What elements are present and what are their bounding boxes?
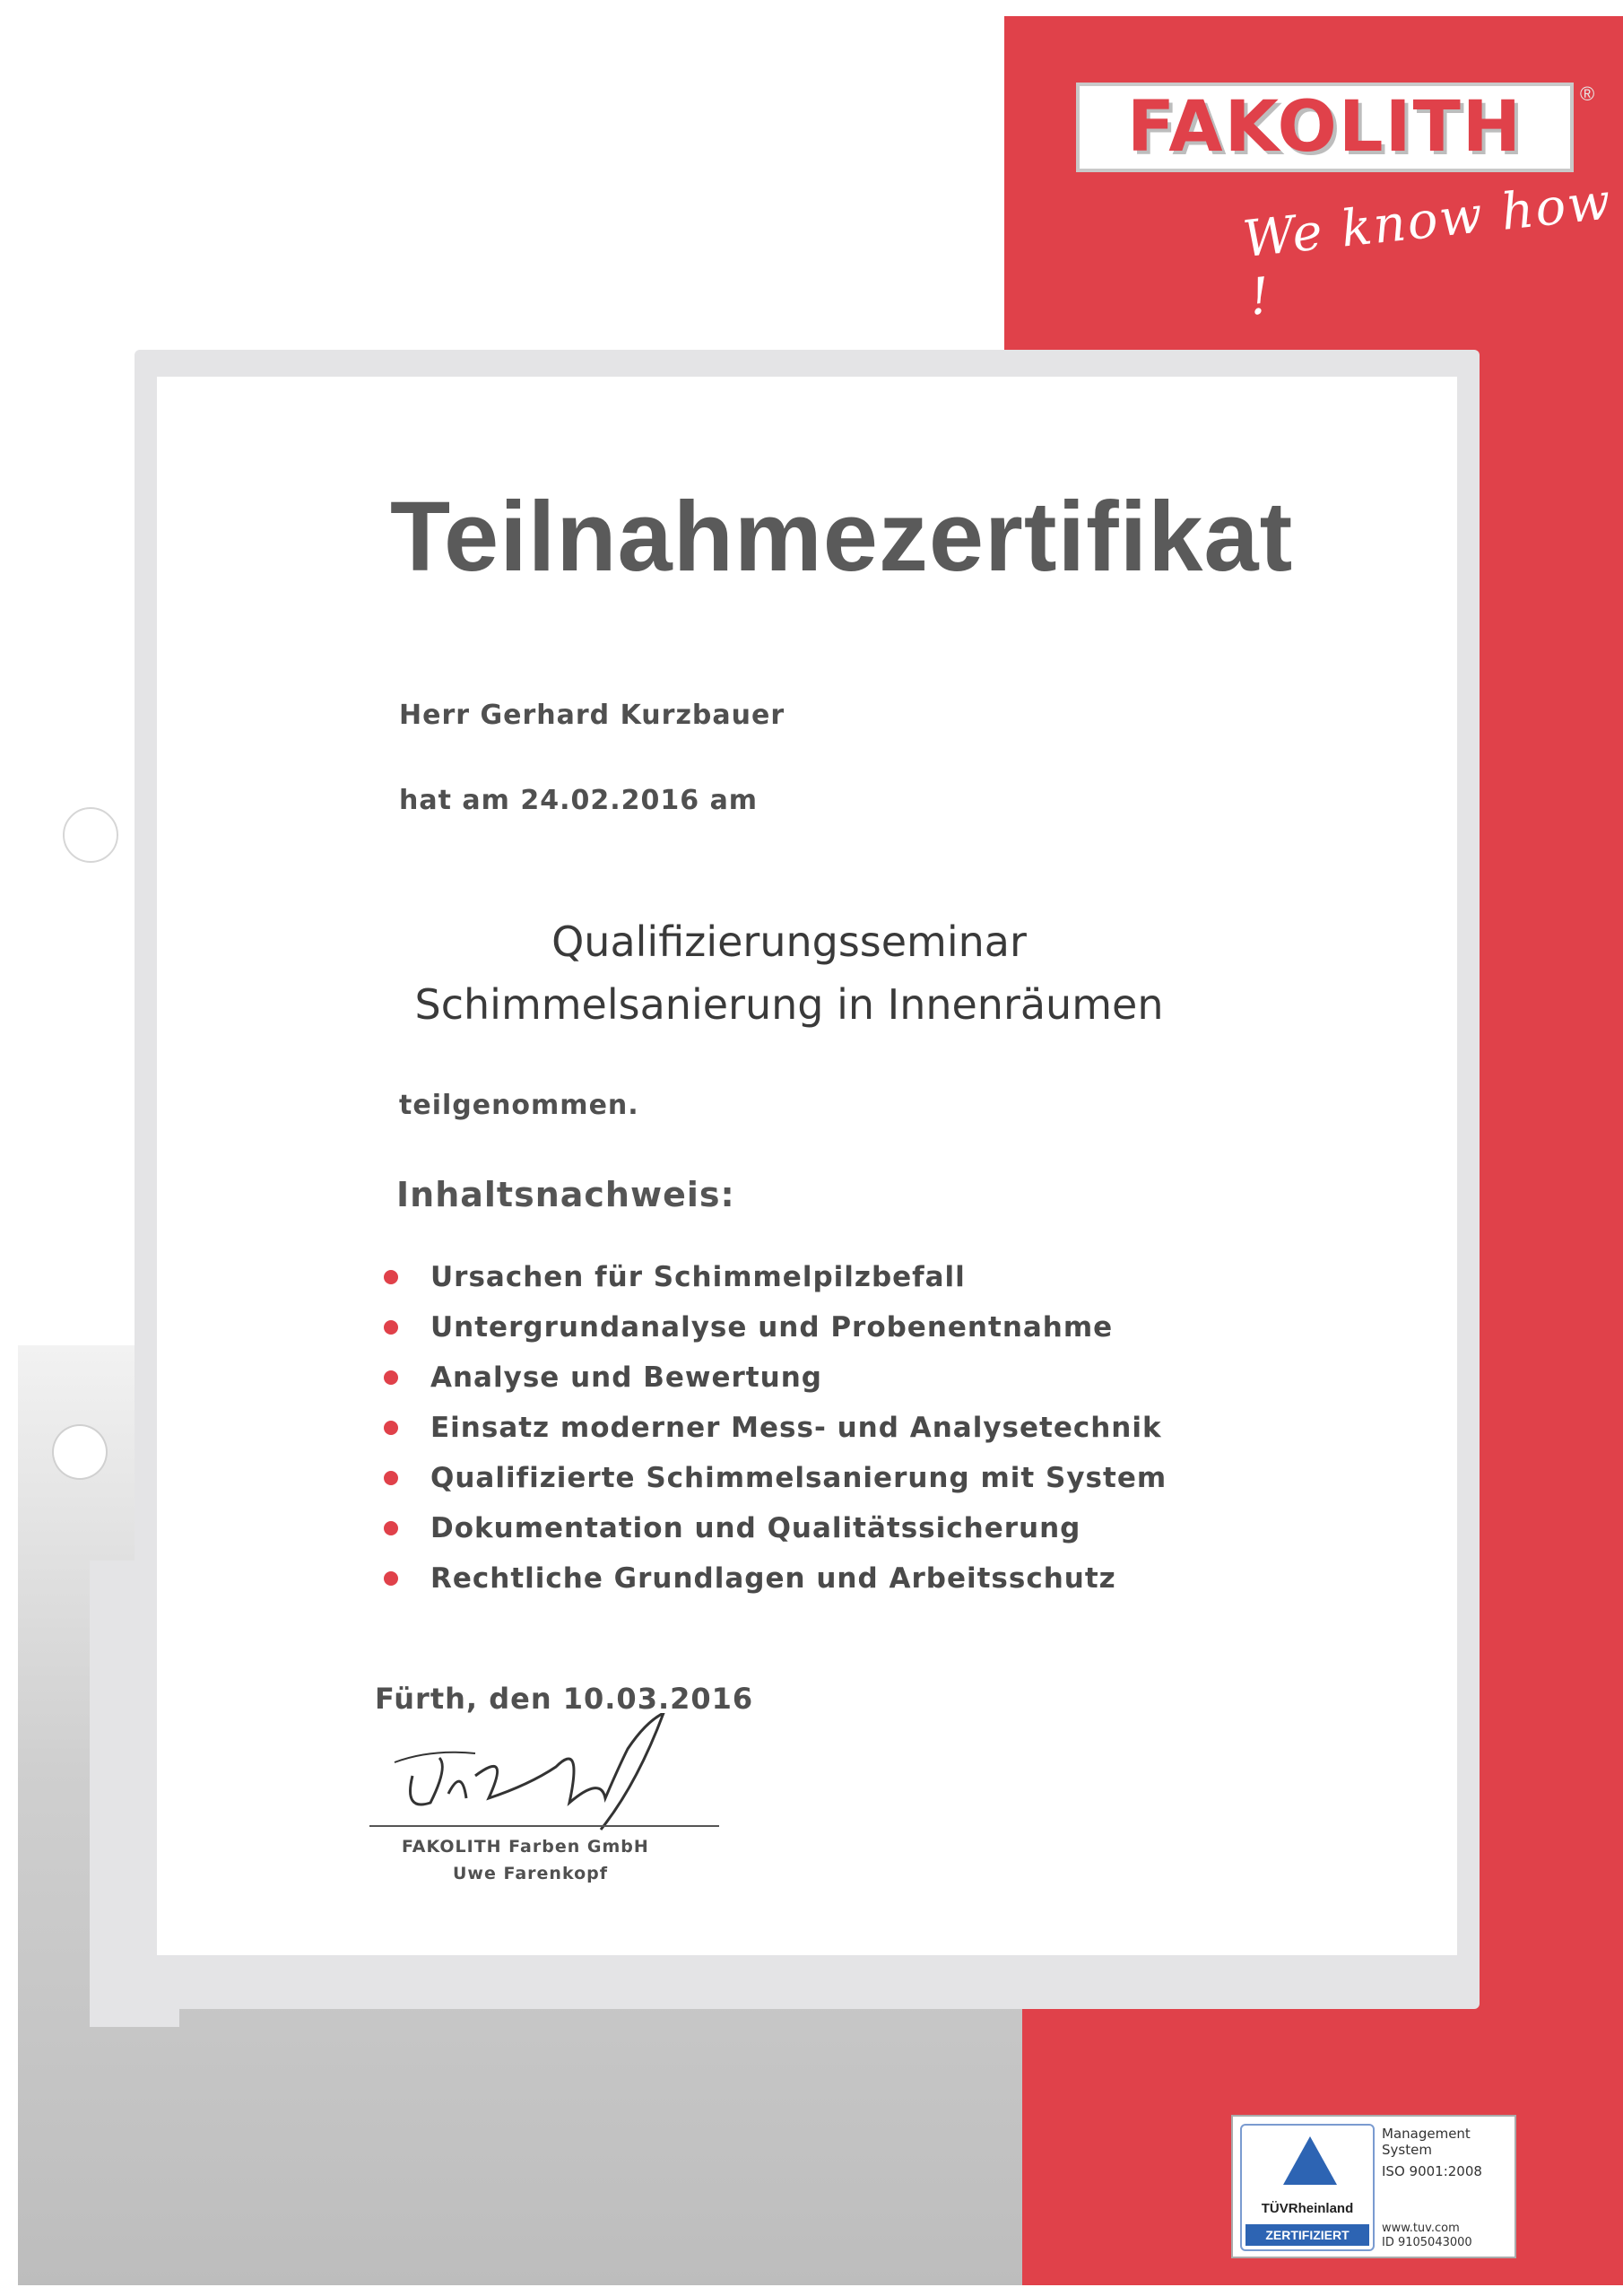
tuv-triangle-icon [1283,2136,1337,2185]
logo-text: FAKOLITH [1126,87,1523,168]
seminar-title [296,910,1282,1036]
certificate-panel [157,377,1457,1955]
tuv-logo [1240,2124,1375,2251]
list-item: Einsatz moderner Mess- und Analysetechnik [384,1403,1167,1453]
attendance-date: hat am 24.02.2016 am [399,785,759,816]
bullet-icon [384,1521,398,1535]
tuv-name: TÜVRheinland [1261,2201,1354,2216]
list-item: Rechtliche Grundlagen und Arbeitsschutz [384,1553,1167,1604]
place-and-date: Fürth, den 10.03.2016 [375,1682,754,1716]
tuv-id: ID 9105043000 [1382,2236,1472,2249]
punch-hole-lower [54,1426,106,1478]
seminar-title-line1: Qualifizierungsseminar [551,918,1027,966]
seminar-title-line2: Schimmelsanierung in Innenräumen [414,980,1164,1029]
signature-line [369,1825,719,1827]
bullet-icon [384,1370,398,1385]
signer-name: Uwe Farenkopf [453,1864,608,1883]
tuv-certified-label: ZERTIFIZIERT [1245,2224,1369,2246]
list-item: Qualifizierte Schimmelsanierung mit System [384,1453,1167,1503]
registered-mark: ® [1580,83,1595,105]
tuv-line2: System [1382,2142,1432,2158]
tuv-certification-badge [1231,2115,1516,2258]
bullet-icon [384,1421,398,1435]
list-item: Dokumentation und Qualitätssicherung [384,1503,1167,1553]
list-item: Ursachen für Schimmelpilzbefall [384,1252,1167,1302]
list-item: Untergrundanalyse und Probenentnahme [384,1302,1167,1352]
list-item: Analyse und Bewertung [384,1352,1167,1403]
recipient-name: Herr Gerhard Kurzbauer [399,700,785,731]
bullet-icon [384,1571,398,1586]
contents-heading: Inhaltsnachweis: [396,1175,735,1214]
certificate-title: Teilnahmezertifikat [390,482,1294,592]
bullet-icon [384,1270,398,1284]
tuv-url: www.tuv.com [1382,2222,1460,2235]
tuv-line1: Management [1382,2126,1471,2142]
bullet-icon [384,1320,398,1335]
fakolith-logo [1076,83,1574,172]
signer-company: FAKOLITH Farben GmbH [402,1837,649,1857]
participated-text: teilgenommen. [399,1090,639,1121]
bullet-icon [384,1471,398,1485]
punch-hole-upper [63,807,118,863]
tuv-line3: ISO 9001:2008 [1382,2163,1482,2179]
contents-list [384,1252,1167,1604]
brand-tagline: We know how ! [1240,172,1615,327]
signature-icon [377,1713,681,1839]
